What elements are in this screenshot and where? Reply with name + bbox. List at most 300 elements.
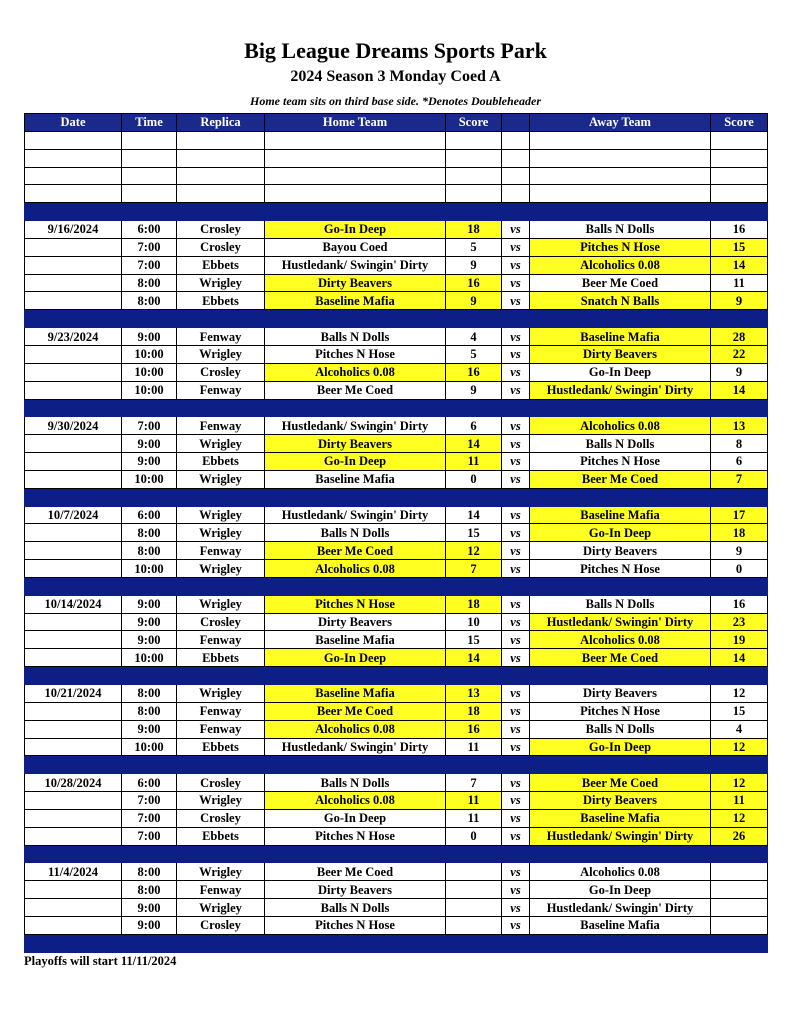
empty-row xyxy=(25,185,768,203)
band-cell xyxy=(122,756,177,774)
home-team: Hustledank/ Swingin' Dirty xyxy=(265,417,446,435)
game-field: Crosley xyxy=(177,774,265,792)
home-team: Baseline Mafia xyxy=(265,470,446,488)
vs-label: vs xyxy=(502,363,530,381)
home-team: Alcoholics 0.08 xyxy=(265,792,446,810)
game-time: 10:00 xyxy=(122,470,177,488)
away-team: Dirty Beavers xyxy=(530,542,711,560)
home-score: 16 xyxy=(446,363,502,381)
home-score: 11 xyxy=(446,453,502,471)
home-score: 10 xyxy=(446,613,502,631)
game-field: Crosley xyxy=(177,238,265,256)
home-score: 9 xyxy=(446,256,502,274)
band-cell xyxy=(530,577,711,595)
home-team: Baseline Mafia xyxy=(265,685,446,703)
band-cell xyxy=(530,399,711,417)
game-date: 9/30/2024 xyxy=(25,417,122,435)
home-score: 18 xyxy=(446,702,502,720)
home-score: 6 xyxy=(446,417,502,435)
game-field: Ebbets xyxy=(177,292,265,310)
home-score: 14 xyxy=(446,649,502,667)
away-score: 9 xyxy=(711,363,768,381)
home-score xyxy=(446,881,502,899)
game-field: Ebbets xyxy=(177,738,265,756)
home-score: 11 xyxy=(446,809,502,827)
home-score: 16 xyxy=(446,720,502,738)
game-field: Wrigley xyxy=(177,685,265,703)
game-date xyxy=(25,274,122,292)
game-date xyxy=(25,809,122,827)
band-cell xyxy=(177,845,265,863)
game-date xyxy=(25,881,122,899)
band-cell xyxy=(530,488,711,506)
header-row xyxy=(25,114,768,132)
game-date xyxy=(25,720,122,738)
away-team: Pitches N Hose xyxy=(530,560,711,578)
vs-label: vs xyxy=(502,345,530,363)
schedule-body xyxy=(25,131,768,952)
vs-label: vs xyxy=(502,631,530,649)
page-title: Big League Dreams Sports Park xyxy=(244,38,547,63)
band-cell xyxy=(265,577,446,595)
home-team: Balls N Dolls xyxy=(265,524,446,542)
band-cell xyxy=(25,934,122,952)
game-time: 9:00 xyxy=(122,899,177,917)
away-team: Hustledank/ Swingin' Dirty xyxy=(530,381,711,399)
game-time: 9:00 xyxy=(122,595,177,613)
band-cell xyxy=(446,845,502,863)
empty-cell xyxy=(502,131,530,149)
empty-cell xyxy=(122,149,177,167)
header-replica: Replica xyxy=(177,114,265,132)
away-score: 11 xyxy=(711,274,768,292)
header-home-score: Score xyxy=(446,114,502,132)
away-score: 19 xyxy=(711,631,768,649)
home-team: Beer Me Coed xyxy=(265,702,446,720)
away-score: 22 xyxy=(711,345,768,363)
game-field: Wrigley xyxy=(177,524,265,542)
vs-label: vs xyxy=(502,470,530,488)
game-time: 9:00 xyxy=(122,720,177,738)
band-cell xyxy=(502,203,530,221)
home-score xyxy=(446,899,502,917)
game-time: 8:00 xyxy=(122,524,177,542)
band-cell xyxy=(122,577,177,595)
away-score: 6 xyxy=(711,453,768,471)
away-team: Baseline Mafia xyxy=(530,506,711,524)
away-team: Go-In Deep xyxy=(530,881,711,899)
empty-cell xyxy=(446,149,502,167)
empty-cell xyxy=(122,167,177,185)
game-date xyxy=(25,256,122,274)
empty-cell xyxy=(177,185,265,203)
away-score: 14 xyxy=(711,649,768,667)
band-cell xyxy=(177,399,265,417)
away-team: Hustledank/ Swingin' Dirty xyxy=(530,827,711,845)
band-cell xyxy=(265,756,446,774)
separator-band xyxy=(25,934,768,952)
game-field: Wrigley xyxy=(177,345,265,363)
vs-label: vs xyxy=(502,595,530,613)
separator-band xyxy=(25,203,768,221)
band-cell xyxy=(122,934,177,952)
band-cell xyxy=(265,934,446,952)
vs-label: vs xyxy=(502,417,530,435)
game-field: Fenway xyxy=(177,417,265,435)
home-team: Baseline Mafia xyxy=(265,631,446,649)
empty-cell xyxy=(177,167,265,185)
game-time: 7:00 xyxy=(122,417,177,435)
game-row xyxy=(25,363,768,381)
game-row xyxy=(25,863,768,881)
home-team: Dirty Beavers xyxy=(265,881,446,899)
separator-band xyxy=(25,399,768,417)
band-cell xyxy=(530,203,711,221)
band-cell xyxy=(177,488,265,506)
game-date xyxy=(25,738,122,756)
band-cell xyxy=(711,845,768,863)
vs-label: vs xyxy=(502,916,530,934)
away-team: Baseline Mafia xyxy=(530,809,711,827)
game-time: 8:00 xyxy=(122,863,177,881)
empty-cell xyxy=(25,185,122,203)
home-team: Hustledank/ Swingin' Dirty xyxy=(265,256,446,274)
band-cell xyxy=(25,667,122,685)
empty-cell xyxy=(446,167,502,185)
game-date: 10/21/2024 xyxy=(25,685,122,703)
band-cell xyxy=(122,399,177,417)
game-field: Crosley xyxy=(177,809,265,827)
game-row xyxy=(25,417,768,435)
game-date xyxy=(25,292,122,310)
home-score: 5 xyxy=(446,345,502,363)
band-cell xyxy=(530,756,711,774)
empty-cell xyxy=(530,149,711,167)
game-row xyxy=(25,238,768,256)
separator-band xyxy=(25,577,768,595)
game-time: 8:00 xyxy=(122,881,177,899)
game-field: Wrigley xyxy=(177,506,265,524)
home-team: Go-In Deep xyxy=(265,221,446,239)
away-score: 12 xyxy=(711,685,768,703)
empty-cell xyxy=(265,167,446,185)
band-cell xyxy=(265,399,446,417)
vs-label: vs xyxy=(502,720,530,738)
separator-band xyxy=(25,845,768,863)
band-cell xyxy=(265,203,446,221)
game-row xyxy=(25,542,768,560)
game-row xyxy=(25,381,768,399)
game-row xyxy=(25,916,768,934)
game-date xyxy=(25,542,122,560)
empty-cell xyxy=(25,149,122,167)
separator-band xyxy=(25,667,768,685)
home-score: 9 xyxy=(446,292,502,310)
home-team: Bayou Coed xyxy=(265,238,446,256)
empty-cell xyxy=(25,167,122,185)
game-field: Ebbets xyxy=(177,453,265,471)
band-cell xyxy=(502,667,530,685)
band-cell xyxy=(25,577,122,595)
away-score: 14 xyxy=(711,256,768,274)
band-cell xyxy=(446,577,502,595)
away-team: Balls N Dolls xyxy=(530,595,711,613)
band-cell xyxy=(25,845,122,863)
home-score: 7 xyxy=(446,774,502,792)
game-row xyxy=(25,738,768,756)
home-score: 7 xyxy=(446,560,502,578)
home-team: Alcoholics 0.08 xyxy=(265,720,446,738)
band-cell xyxy=(502,845,530,863)
empty-cell xyxy=(122,185,177,203)
away-score: 16 xyxy=(711,221,768,239)
band-cell xyxy=(711,667,768,685)
vs-label: vs xyxy=(502,613,530,631)
home-score xyxy=(446,863,502,881)
vs-label: vs xyxy=(502,542,530,560)
game-field: Crosley xyxy=(177,613,265,631)
band-cell xyxy=(177,756,265,774)
game-row xyxy=(25,524,768,542)
home-team: Hustledank/ Swingin' Dirty xyxy=(265,738,446,756)
empty-cell xyxy=(177,149,265,167)
home-team: Pitches N Hose xyxy=(265,595,446,613)
game-row xyxy=(25,221,768,239)
game-date xyxy=(25,560,122,578)
band-cell xyxy=(530,845,711,863)
game-field: Ebbets xyxy=(177,256,265,274)
game-time: 7:00 xyxy=(122,792,177,810)
schedule-table xyxy=(24,113,768,953)
away-team: Hustledank/ Swingin' Dirty xyxy=(530,613,711,631)
game-row xyxy=(25,613,768,631)
home-score: 9 xyxy=(446,381,502,399)
home-score: 5 xyxy=(446,238,502,256)
game-date xyxy=(25,649,122,667)
band-cell xyxy=(446,203,502,221)
band-cell xyxy=(711,399,768,417)
vs-label: vs xyxy=(502,221,530,239)
band-cell xyxy=(122,310,177,328)
game-time: 9:00 xyxy=(122,328,177,346)
away-team: Beer Me Coed xyxy=(530,274,711,292)
game-field: Wrigley xyxy=(177,274,265,292)
home-team: Pitches N Hose xyxy=(265,345,446,363)
away-score xyxy=(711,863,768,881)
game-row xyxy=(25,560,768,578)
home-score: 13 xyxy=(446,685,502,703)
away-team: Pitches N Hose xyxy=(530,702,711,720)
game-date: 11/4/2024 xyxy=(25,863,122,881)
game-row xyxy=(25,774,768,792)
game-row xyxy=(25,881,768,899)
game-time: 8:00 xyxy=(122,274,177,292)
game-time: 6:00 xyxy=(122,774,177,792)
home-team: Baseline Mafia xyxy=(265,292,446,310)
empty-cell xyxy=(502,185,530,203)
away-score: 13 xyxy=(711,417,768,435)
game-row xyxy=(25,899,768,917)
band-cell xyxy=(530,934,711,952)
home-score: 18 xyxy=(446,595,502,613)
vs-label: vs xyxy=(502,435,530,453)
game-time: 7:00 xyxy=(122,238,177,256)
vs-label: vs xyxy=(502,685,530,703)
header-away-score: Score xyxy=(711,114,768,132)
vs-label: vs xyxy=(502,453,530,471)
empty-row xyxy=(25,149,768,167)
band-cell xyxy=(711,203,768,221)
away-team: Snatch N Balls xyxy=(530,292,711,310)
band-cell xyxy=(177,934,265,952)
game-row xyxy=(25,328,768,346)
game-row xyxy=(25,809,768,827)
home-score: 15 xyxy=(446,631,502,649)
game-row xyxy=(25,702,768,720)
game-field: Fenway xyxy=(177,702,265,720)
band-cell xyxy=(25,488,122,506)
vs-label: vs xyxy=(502,524,530,542)
game-field: Crosley xyxy=(177,221,265,239)
home-score: 14 xyxy=(446,435,502,453)
away-team: Alcoholics 0.08 xyxy=(530,417,711,435)
band-cell xyxy=(530,310,711,328)
away-team: Beer Me Coed xyxy=(530,649,711,667)
band-cell xyxy=(177,203,265,221)
game-date xyxy=(25,363,122,381)
away-score: 7 xyxy=(711,470,768,488)
home-team: Pitches N Hose xyxy=(265,827,446,845)
band-cell xyxy=(122,488,177,506)
game-field: Crosley xyxy=(177,363,265,381)
band-cell xyxy=(446,756,502,774)
game-date xyxy=(25,435,122,453)
away-score: 8 xyxy=(711,435,768,453)
game-row xyxy=(25,292,768,310)
band-cell xyxy=(25,399,122,417)
empty-cell xyxy=(711,149,768,167)
header-vs xyxy=(502,114,530,132)
home-team: Go-In Deep xyxy=(265,649,446,667)
away-score: 9 xyxy=(711,292,768,310)
band-cell xyxy=(711,310,768,328)
game-row xyxy=(25,256,768,274)
band-cell xyxy=(711,577,768,595)
away-score: 16 xyxy=(711,595,768,613)
band-cell xyxy=(446,488,502,506)
game-time: 10:00 xyxy=(122,345,177,363)
band-cell xyxy=(502,310,530,328)
home-team: Balls N Dolls xyxy=(265,899,446,917)
game-time: 10:00 xyxy=(122,649,177,667)
away-score: 15 xyxy=(711,238,768,256)
away-score: 9 xyxy=(711,542,768,560)
away-score xyxy=(711,881,768,899)
empty-cell xyxy=(446,131,502,149)
game-date: 10/14/2024 xyxy=(25,595,122,613)
empty-cell xyxy=(122,131,177,149)
header-away-team: Away Team xyxy=(530,114,711,132)
away-team: Go-In Deep xyxy=(530,363,711,381)
game-row xyxy=(25,595,768,613)
band-cell xyxy=(502,934,530,952)
away-score: 18 xyxy=(711,524,768,542)
game-row xyxy=(25,827,768,845)
game-time: 10:00 xyxy=(122,560,177,578)
home-team: Dirty Beavers xyxy=(265,274,446,292)
separator-band xyxy=(25,310,768,328)
home-team: Beer Me Coed xyxy=(265,381,446,399)
away-team: Beer Me Coed xyxy=(530,470,711,488)
band-cell xyxy=(265,845,446,863)
empty-cell xyxy=(530,131,711,149)
game-time: 9:00 xyxy=(122,916,177,934)
home-score xyxy=(446,916,502,934)
band-cell xyxy=(177,310,265,328)
empty-cell xyxy=(502,167,530,185)
empty-row xyxy=(25,167,768,185)
band-cell xyxy=(265,488,446,506)
vs-label: vs xyxy=(502,328,530,346)
separator-band xyxy=(25,756,768,774)
away-team: Alcoholics 0.08 xyxy=(530,256,711,274)
away-team: Alcoholics 0.08 xyxy=(530,863,711,881)
away-team: Hustledank/ Swingin' Dirty xyxy=(530,899,711,917)
away-team: Beer Me Coed xyxy=(530,774,711,792)
home-score: 4 xyxy=(446,328,502,346)
game-time: 7:00 xyxy=(122,827,177,845)
empty-cell xyxy=(711,167,768,185)
band-cell xyxy=(177,577,265,595)
home-score: 12 xyxy=(446,542,502,560)
away-team: Dirty Beavers xyxy=(530,685,711,703)
away-score: 23 xyxy=(711,613,768,631)
game-field: Fenway xyxy=(177,381,265,399)
empty-cell xyxy=(25,131,122,149)
empty-cell xyxy=(446,185,502,203)
away-score: 26 xyxy=(711,827,768,845)
away-score xyxy=(711,899,768,917)
home-team: Balls N Dolls xyxy=(265,774,446,792)
home-team: Balls N Dolls xyxy=(265,328,446,346)
empty-cell xyxy=(502,149,530,167)
game-row xyxy=(25,345,768,363)
separator-band xyxy=(25,488,768,506)
game-time: 10:00 xyxy=(122,381,177,399)
vs-label: vs xyxy=(502,274,530,292)
band-cell xyxy=(502,399,530,417)
header-time: Time xyxy=(122,114,177,132)
home-score: 14 xyxy=(446,506,502,524)
game-field: Wrigley xyxy=(177,470,265,488)
home-score: 16 xyxy=(446,274,502,292)
band-cell xyxy=(177,667,265,685)
empty-cell xyxy=(265,131,446,149)
game-date xyxy=(25,631,122,649)
game-date xyxy=(25,916,122,934)
band-cell xyxy=(122,845,177,863)
band-cell xyxy=(265,667,446,685)
home-team: Dirty Beavers xyxy=(265,435,446,453)
home-team: Beer Me Coed xyxy=(265,863,446,881)
game-row xyxy=(25,274,768,292)
vs-label: vs xyxy=(502,738,530,756)
game-field: Fenway xyxy=(177,881,265,899)
away-score: 11 xyxy=(711,792,768,810)
away-team: Dirty Beavers xyxy=(530,792,711,810)
game-row xyxy=(25,792,768,810)
band-cell xyxy=(25,203,122,221)
